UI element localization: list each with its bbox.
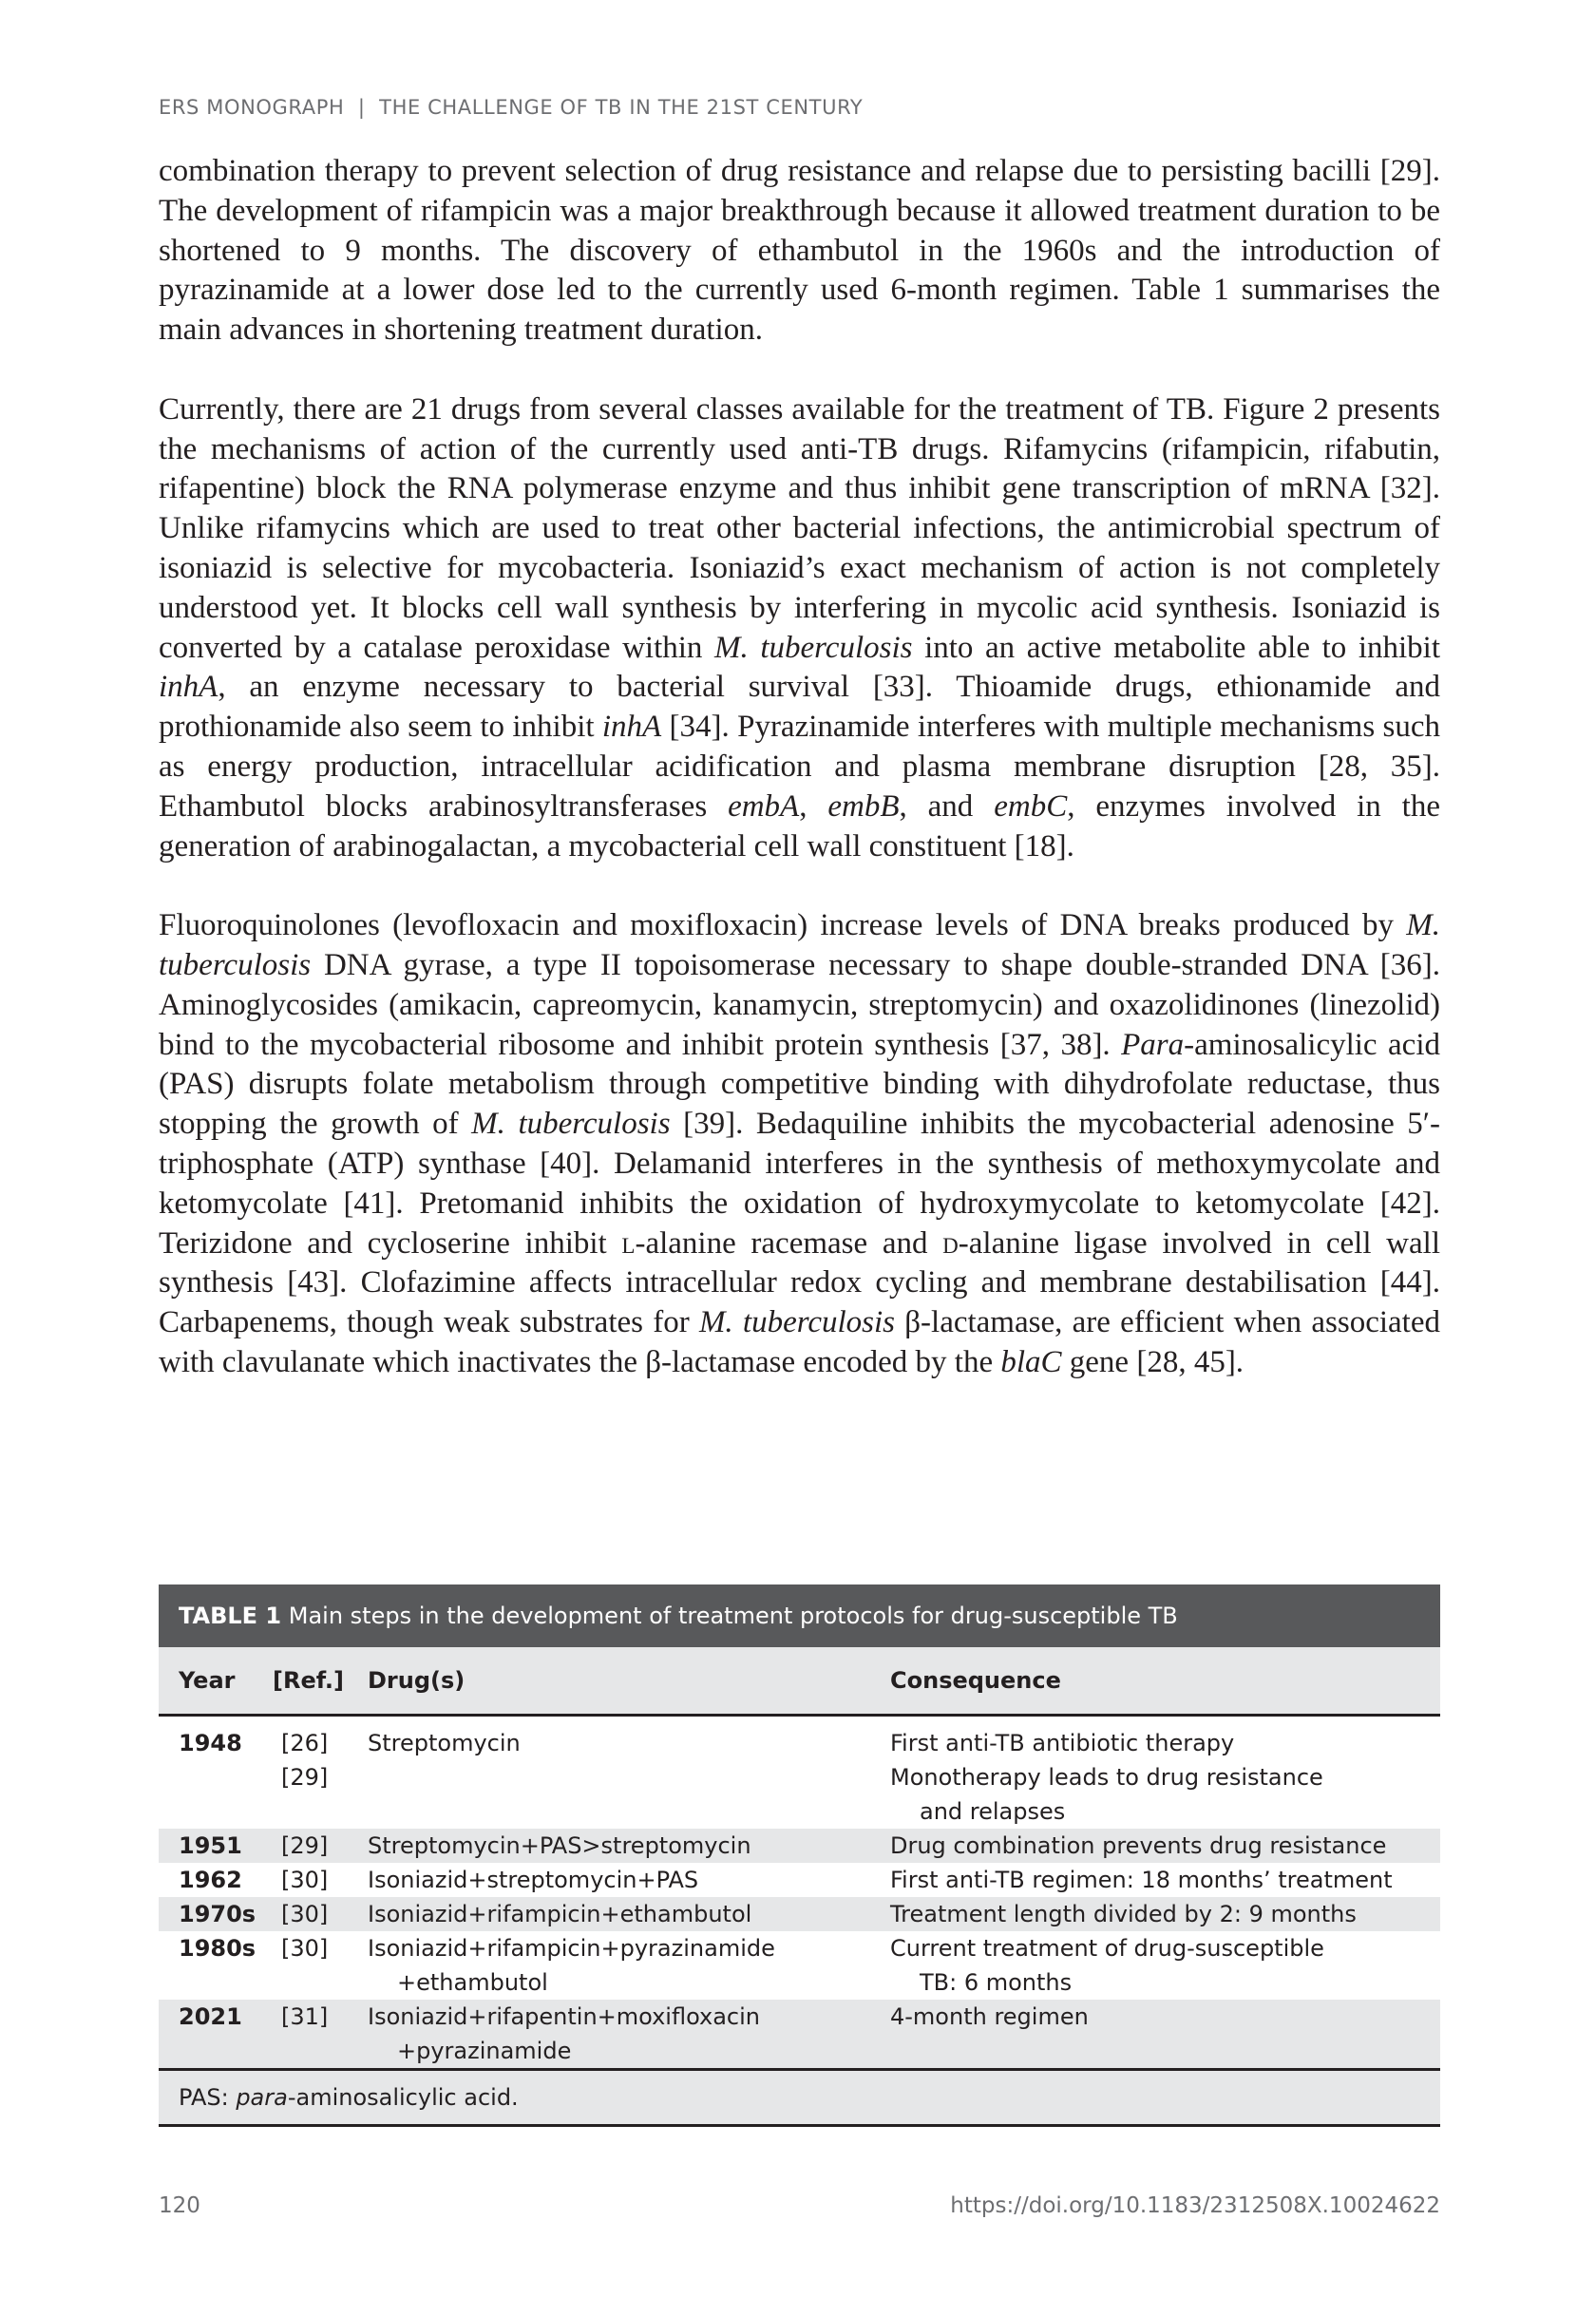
table-row: 1951 [29] Streptomycin+PAS>streptomycin Drug combination prevents drug resistance — [159, 1829, 1440, 1863]
paragraph-2: Currently, there are 21 drugs from several classes available for the treatment of TB. Figure 2 presents the mechanisms of action of the currently used anti-TB drugs. Rifamycins (rifampicin, rifabutin, rifapentine) block the RNA polymerase enzyme and thus inhibit gene transcription of mRNA [32]. Unlike rifamycins which are used to treat other bacterial infections, the antimicrobial spectrum of isoniazid is selective for mycobacteria. Isoniazid’s exact mechanism of action is not completely understood yet. It blocks cell wall synthesis by interfering in mycolic acid synthesis. Isoniazid is converted by a catalase peroxidase within M. tuberculosis into an active metabolite able to inhibit inhA, an enzyme necessary to bacterial survival [33]. Thioamide drugs, ethionamide and prothionamide also seem to inhibit inhA [34]. Pyrazinamide interferes with multiple mechanisms such as energy production, intracellular acidification and plasma membrane disruption [28, 35]. Ethambutol blocks arabinosyltransferases embA, embB, and embC, enzymes involved in the generation of arabinogalactan, a mycobacterial cell wall constituent [18]. — [159, 391, 1441, 863]
table-1 — [159, 1584, 1440, 2127]
paragraph-1: combination therapy to prevent selection of drug resistance and relapse due to persisting bacilli [29]. The development of rifampicin was a major breakthrough because it allowed treatment duration to be shortened to 9 months. The discovery of ethambutol in the 1960s and the introduction of pyrazinamide at a lower dose led to the currently used 6-month regimen. Table 1 summarises the main advances in shortening treatment duration. — [159, 154, 1440, 348]
paragraph-3: Fluoroquinolones (levofloxacin and moxifloxacin) increase levels of DNA breaks produced by M. tuberculosis DNA gyrase, a type II topoisomerase necessary to shape double-stranded DNA [36]. Aminoglycosides (amikacin, capreomycin, kanamycin, streptomycin) and oxazolidinones (linezolid) bind to the mycobacterial ribosome and inhibit protein synthesis [37, 38]. Para-aminosalicylic acid (PAS) disrupts folate metabolism through competitive binding with dihydrofolate reductase, thus stopping the growth of M. tuberculosis [39]. Bedaquiline inhibits the mycobacterial adenosine 5′-triphosphate (ATP) synthase [40]. Delamanid interferes in the synthesis of methoxymycolate and ketomycolate [41]. Pretomanid inhibits the oxidation of hydroxymycolate to ketomycolate [42]. Terizidone and cycloserine inhibit l-alanine racemase and d-alanine ligase involved in cell wall synthesis [43]. Clofazimine affects intracellular redox cycling and membrane destabilisation [44]. Carbapenems, though weak substrates for M. tuberculosis β-lactamase, are efficient when associated with clavulanate which inactivates the β-lactamase encoded by the blaC gene [28, 45]. — [159, 908, 1440, 1379]
header-consequence: Consequence — [890, 1667, 1061, 1694]
table-header-row — [159, 1647, 1440, 1717]
header-year: Year — [179, 1667, 236, 1694]
table-row: 1970s [30] Isoniazid+rifampicin+ethambutol Treatment length divided by 2: 9 months — [159, 1897, 1440, 1931]
table-caption: TABLE 1 Main steps in the development of treatment protocols for drug-susceptible TB — [159, 1584, 1440, 1647]
table-footnote: PAS: para-aminosalicylic acid. — [159, 2068, 1440, 2127]
table-row: 1948 [26] [29] Streptomycin First anti-TB antibiotic therapy Monotherapy leads to drug resistance and relapses — [179, 1730, 1323, 1825]
table-row: 1962 [30] Isoniazid+streptomycin+PAS First anti-TB regimen: 18 months’ treatment — [179, 1867, 1393, 1893]
header-drugs: Drug(s) — [368, 1667, 466, 1694]
table-row: 1980s [30] Isoniazid+rifampicin+pyrazinamide +ethambutol Current treatment of drug-susceptible TB: 6 months — [179, 1935, 1324, 1996]
table-body — [159, 1717, 1440, 2068]
header-ref: [Ref.] — [273, 1667, 344, 1694]
doi-link[interactable]: https://doi.org/10.1183/2312508X.10024622 — [950, 2193, 1440, 2218]
table-row: 2021 [31] Isoniazid+rifapentin+moxifloxacin +pyrazinamide 4-month regimen — [159, 2000, 1440, 2068]
running-header: ERS MONOGRAPH | THE CHALLENGE OF TB IN THE 21ST CENTURY — [159, 96, 864, 119]
body-text — [159, 152, 1440, 1383]
page-number: 120 — [159, 2193, 200, 2218]
